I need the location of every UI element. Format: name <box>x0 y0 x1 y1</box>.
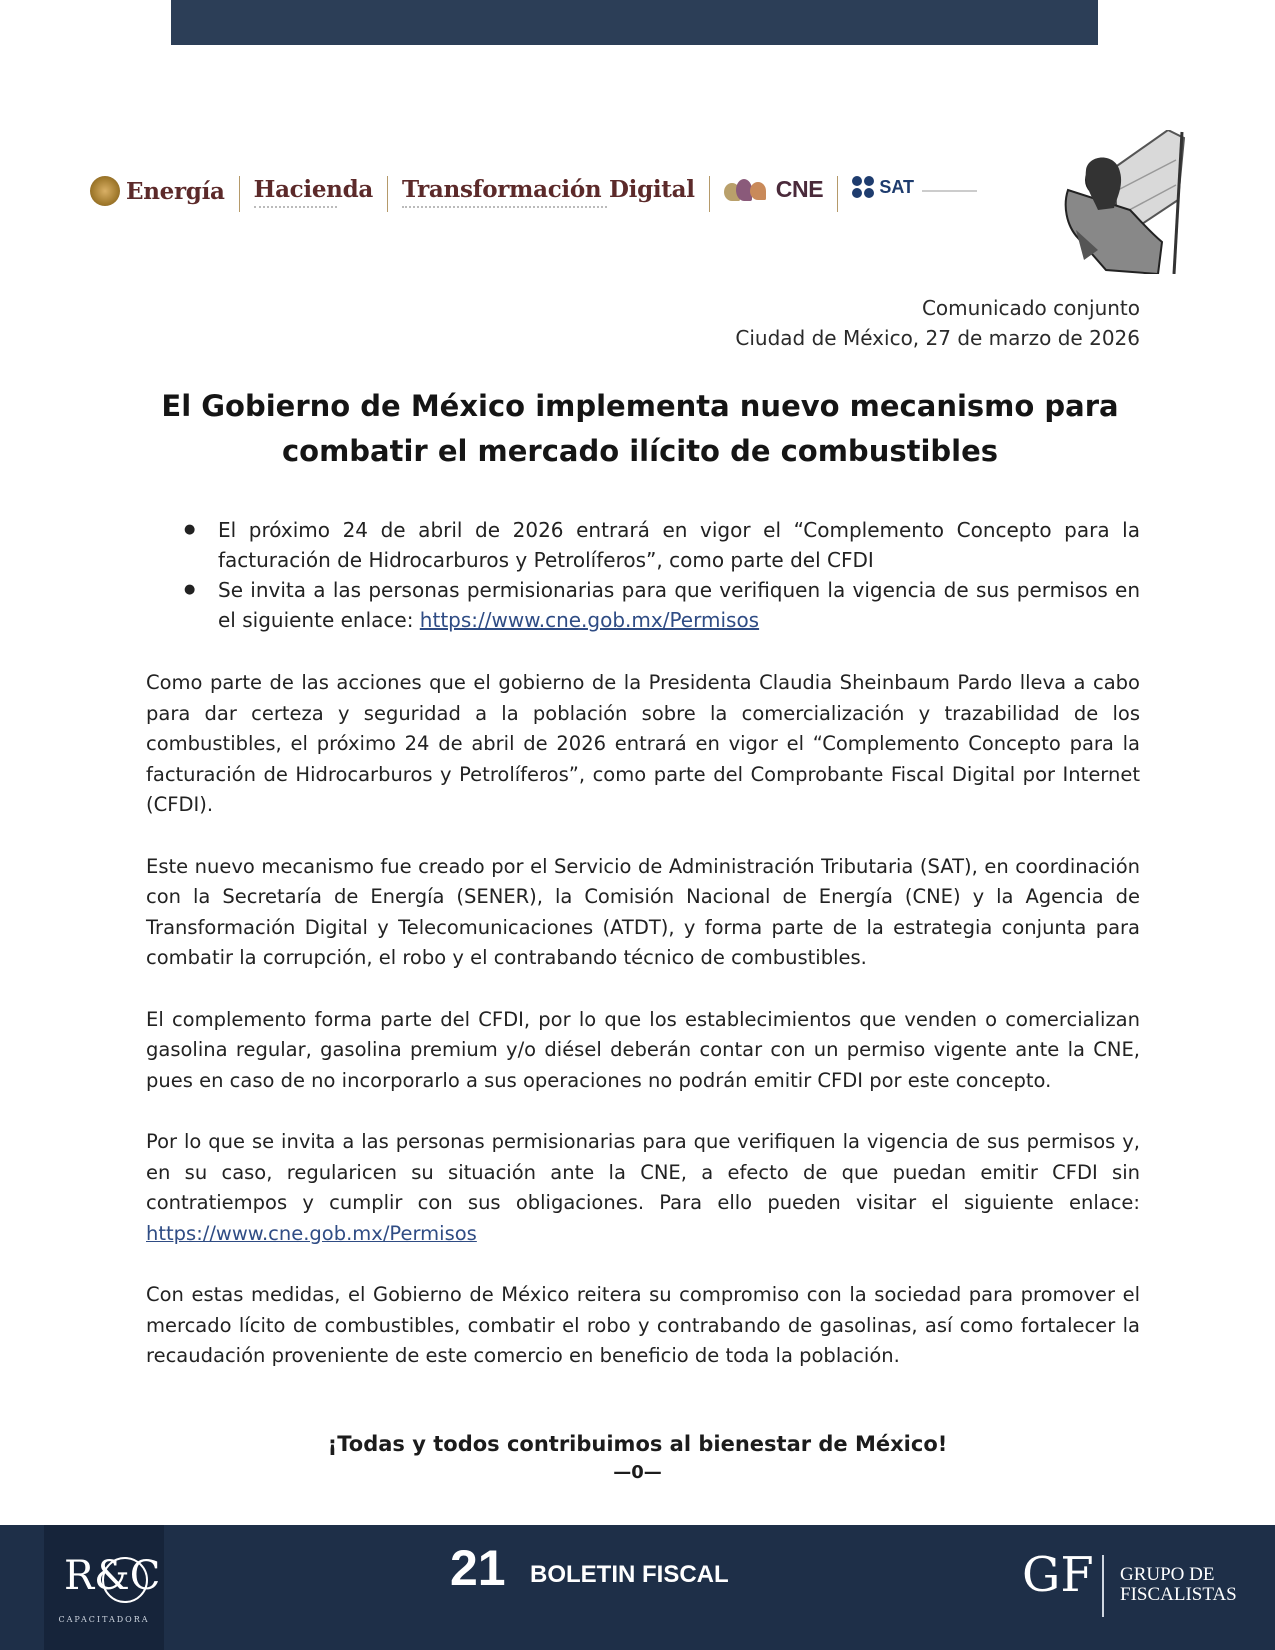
paragraph-4 <box>146 1127 1140 1249</box>
page-title <box>140 384 1140 474</box>
paragraph-1: Como parte de las acciones que el gobierno de la Presidenta Claudia Sheinbaum Pardo lleva a cabo para dar certeza y seguridad a la población sobre la comercialización y trazabilidad de los combustibles, el próximo 24 de abril de 2026 entrará en vigor el “Complemento Concepto para la facturación de Hidrocarburos y Petrolíferos”, como parte del Comprobante Fiscal Digital por Internet (CFDI). <box>146 671 1140 816</box>
gf-logo-mark: GF <box>1022 1547 1094 1603</box>
paragraph-5: Con estas medidas, el Gobierno de México reitera su compromiso con la sociedad para promover el mercado lícito de combustibles, combatir el robo y contrabando de gasolinas, así como fortalecer la recaudación proveniente de este comercio en beneficio de toda la población. <box>146 1283 1140 1367</box>
energia-logo <box>90 176 225 206</box>
page-number: 21 <box>450 1540 506 1596</box>
body-text <box>146 668 1140 1403</box>
footer-bar <box>0 1525 1275 1650</box>
place-date: Ciudad de México, 27 de marzo de 2026 <box>735 326 1140 350</box>
transformacion-logo-text: Transformación Digital <box>401 176 695 203</box>
cne-permits-link[interactable]: https://www.cne.gob.mx/Permisos <box>419 608 760 632</box>
rc-capacitadora-logo <box>44 1525 164 1650</box>
top-banner-bar <box>171 0 1098 45</box>
transformacion-digital-logo <box>402 176 695 212</box>
title-line-2: combatir el mercado ilícito de combustibles <box>281 434 999 468</box>
communique-type: Comunicado conjunto <box>921 296 1140 320</box>
cne-permits-link-2[interactable]: https://www.cne.gob.mx/Permisos <box>146 1221 477 1245</box>
bullet-item-2 <box>218 575 1140 635</box>
hacienda-logo-text: Hacienda <box>253 176 373 203</box>
title-line-1: El Gobierno de México implementa nuevo mecanismo para <box>161 389 1119 423</box>
end-mark: —0— <box>613 1462 662 1483</box>
closing-slogan: ¡Todas y todos contribuimos al bienestar de México! <box>327 1432 948 1456</box>
sat-logo <box>852 176 977 198</box>
footer-divider <box>1102 1555 1104 1617</box>
national-emblem-icon <box>90 176 120 206</box>
logo-divider <box>387 176 388 212</box>
hacienda-logo <box>254 176 373 212</box>
bulletin-title: BOLETIN FISCAL <box>530 1561 729 1588</box>
cne-logo-text: CNE <box>775 176 824 202</box>
grupo-fiscalistas-logo-text: GRUPO DE FISCALISTAS <box>1120 1564 1237 1605</box>
communique-meta <box>735 293 1140 353</box>
logo-divider <box>709 176 710 212</box>
sat-logo-text: SAT <box>879 176 915 197</box>
rc-logo-mark: R&C <box>64 1553 161 1599</box>
energia-logo-text: Energía <box>126 177 225 205</box>
paragraph-3: El complemento forma parte del CFDI, por lo que los establecimientos que venden o comercializan gasolina regular, gasolina premium y/o diésel deberán contar con un permiso vigente ante la CNE, pues en caso de no incorporarlo a sus operaciones no podrán emitir CFDI por este concepto. <box>146 1007 1140 1092</box>
institution-logos <box>90 176 1010 226</box>
logo-divider <box>837 176 838 212</box>
bullet-item-1: ● El próximo 24 de abril de 2026 entrará en vigor el “Complemento Concepto para la facturación de Hidrocarburos y Petrolíferos”, como parte del CFDI <box>218 515 1140 575</box>
heroine-flag-illustration-icon <box>1058 130 1188 274</box>
cne-flame-icon <box>724 177 770 203</box>
sat-dots-icon <box>852 176 874 198</box>
paragraph-4-text: Por lo que se invita a las personas permisionarias para que verifiquen la vigencia de sus permisos y, en su caso, regularicen su situación ante la CNE, a efecto de que puedan emitir CFDI sin contratiempos y cumplir con sus obligaciones. Para ello pueden visitar el siguiente enlace: <box>146 1130 1140 1214</box>
bullet-item-2-text: Se invita a las personas permisionarias para que verifiquen la vigencia de sus permisos en el siguiente enlace: <box>218 578 1140 632</box>
logo-divider <box>239 176 240 212</box>
paragraph-2: Este nuevo mecanismo fue creado por el Servicio de Administración Tributaria (SAT), en coordinación con la Secretaría de Energía (SENER), la Comisión Nacional de Energía (CNE) y la Agencia de Transformación Digital y Telecomunicaciones (ATDT), y forma parte de la estrategia conjunta para combatir la corrupción, el robo y el contrabando técnico de combustibles. <box>146 854 1140 969</box>
cne-logo <box>724 176 824 203</box>
rc-logo-subtitle: CAPACITADORA <box>58 1615 150 1624</box>
summary-bullets <box>218 515 1140 635</box>
